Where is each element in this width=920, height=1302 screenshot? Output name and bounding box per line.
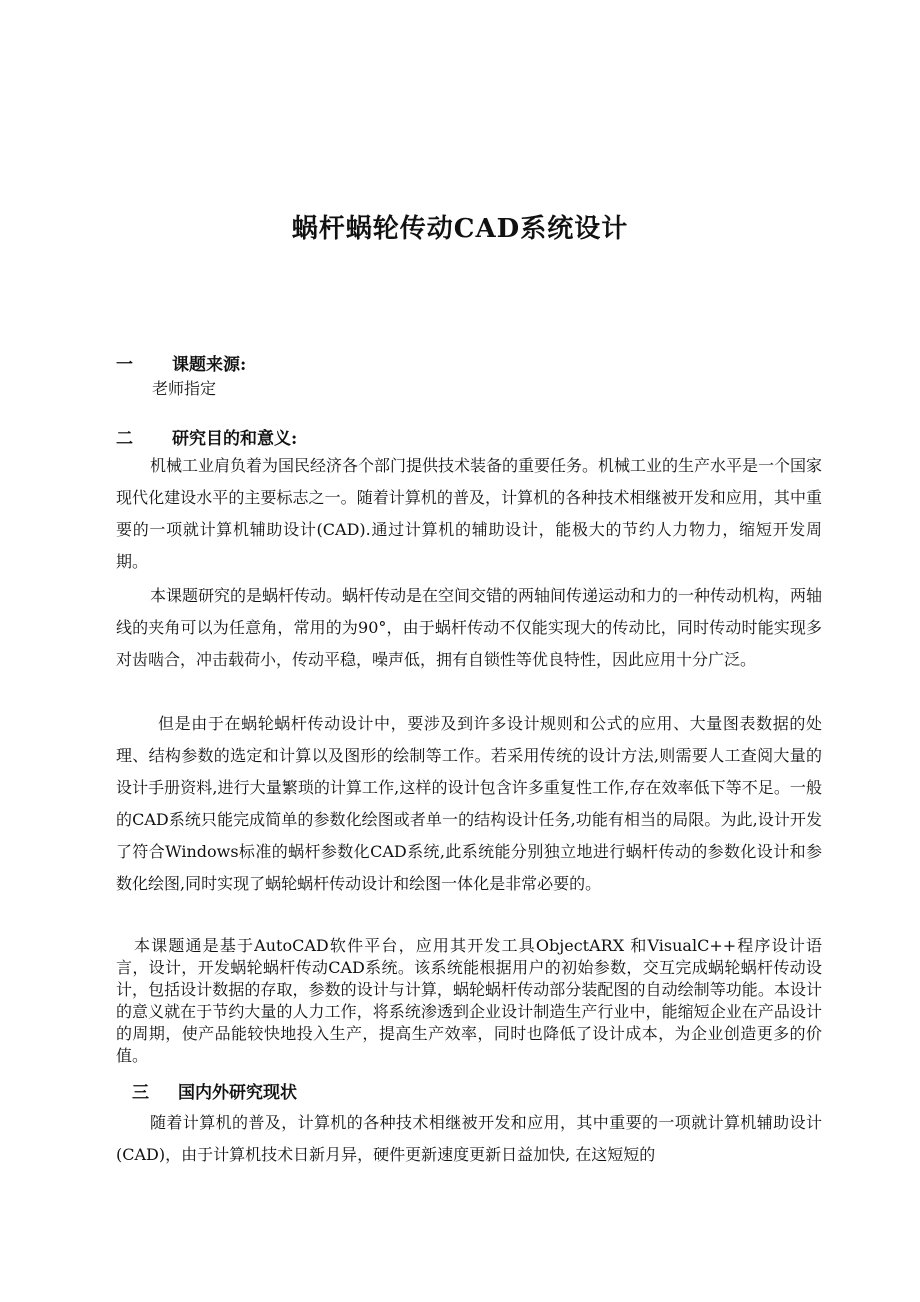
section-2-paragraph-3: 但是由于在蜗轮蜗杆传动设计中，要涉及到许多设计规则和公式的应用、大量图表数据的处理、结构参数的选定和计算以及图形的绘制等工作。若采用传统的设计方法,则需要人工查阅大量的设计手册资料,进行大量繁琐的计算工作,这样的设计包含许多重复性工作,存在效率低下等不足。一般的CAD系统只能完成简单的参数化绘图或者单一的结构设计任务,功能有相当的局限。为此,设计开发了符合Windows标准的蜗杆参数化CAD系统,此系统能分别独立地进行蜗杆传动的参数化设计和参数化绘图,同时实现了蜗轮蜗杆传动设计和绘图一体化是非常必要的。 xyxy=(116,714,822,893)
document-title: 蜗杆蜗轮传动CAD系统设计 xyxy=(291,214,629,244)
section-1-content: 老师指定 xyxy=(152,379,217,398)
section-3-title: 国内外研究现状 xyxy=(178,1083,297,1103)
section-2-paragraph-4: 本课题通是基于AutoCAD软件平台，应用其开发工具ObjectARX 和VisualC++程序设计语言，设计，开发蜗轮蜗杆传动CAD系统。该系统能根据用户的初始参数，交互完成蜗轮蜗杆传动设计，包括设计数据的存取，参数的设计与计算，蜗轮蜗杆传动部分装配图的自动绘制等功能。本设计的意义就在于节约大量的人力工作，将系统渗透到企业设计制造生产行业中，能缩短企业在产品设计的周期，使产品能较快地投入生产，提高生产效率，同时也降低了设计成本，为企业创造更多的价值。 xyxy=(116,936,822,1065)
section-1-number: 一 xyxy=(116,355,133,375)
section-3-number: 三 xyxy=(132,1083,149,1103)
section-2-paragraph-1: 机械工业肩负着为国民经济各个部门提供技术装备的重要任务。机械工业的生产水平是一个国家现代化建设水平的主要标志之一。随着计算机的普及，计算机的各种技术相继被开发和应用，其中重要的一项就计算机辅助设计(CAD).通过计算机的辅助设计，能极大的节约人力物力，缩短开发周期。 xyxy=(116,456,823,571)
section-2-heading xyxy=(116,424,297,449)
section-2-paragraph-2: 本课题研究的是蜗杆传动。蜗杆传动是在空间交错的两轴间传递运动和力的一种传动机构，两轴线的夹角可以为任意角，常用的为90°，由于蜗杆传动不仅能实现大的传动比，同时传动时能实现多对齿啮合，冲击载荷小，传动平稳，噪声低，拥有自锁性等优良特性，因此应用十分广泛。 xyxy=(116,586,823,669)
section-1-heading xyxy=(116,350,246,375)
section-1-title: 课题来源: xyxy=(172,355,247,375)
section-2-title: 研究目的和意义: xyxy=(172,429,298,449)
section-3-heading xyxy=(132,1078,297,1103)
section-3-paragraph-1: 随着计算机的普及，计算机的各种技术相继被开发和应用，其中重要的一项就计算机辅助设计(CAD)，由于计算机技术日新月异，硬件更新速度更新日益加快, 在这短短的 xyxy=(116,1113,822,1164)
section-2-number: 二 xyxy=(116,429,133,449)
